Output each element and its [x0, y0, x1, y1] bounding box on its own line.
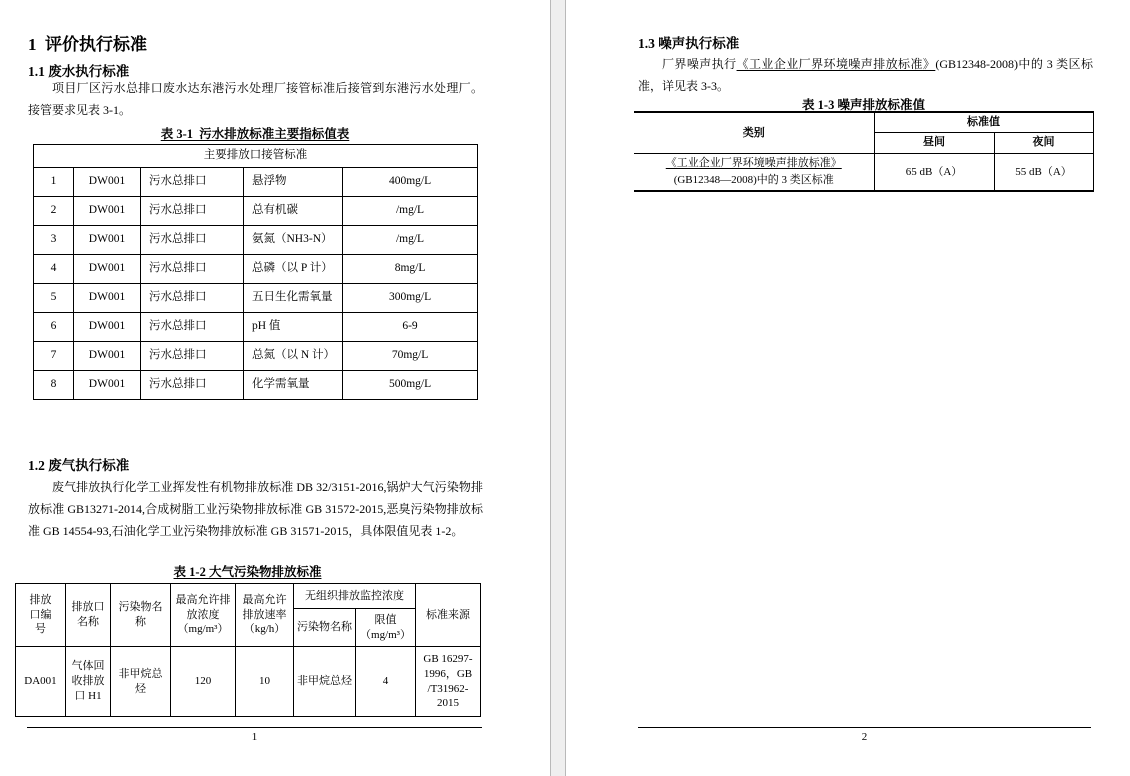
table-cell: pH 值	[244, 313, 343, 342]
table-row	[34, 197, 478, 226]
category-detail: (GB12348—2008)中的 3 类区标准	[673, 173, 834, 186]
table-cell: 气体回收排放口 H1	[66, 647, 111, 717]
table-row	[34, 226, 478, 255]
document-page-2	[565, 0, 1130, 776]
cited-standard-title: 《工业企业厂界环境噪声排放标准》	[665, 157, 842, 170]
daytime-value: 65 dB（A）	[874, 153, 994, 191]
footer-rule	[638, 727, 1091, 728]
table-row	[34, 342, 478, 371]
footer-rule	[27, 727, 482, 728]
table-1-3-caption: 表 1-3 噪声排放标准值	[802, 98, 925, 112]
table-row	[34, 255, 478, 284]
table-cell: DW001	[74, 284, 141, 313]
table-row	[34, 313, 478, 342]
table-cell: 污水总排口	[141, 226, 244, 255]
header-outlet-name: 排放口名称	[66, 584, 111, 647]
table-row	[34, 371, 478, 400]
table-cell: DW001	[74, 313, 141, 342]
table-cell: DW001	[74, 342, 141, 371]
table-cell: 6-9	[343, 313, 478, 342]
table-cell: DW001	[74, 197, 141, 226]
category-cell	[634, 153, 874, 191]
header-category: 类别	[634, 112, 874, 153]
chapter-heading: 1 评价执行标准	[28, 35, 147, 54]
table-cell: 8mg/L	[343, 255, 478, 284]
header-outlet-no: 排放口编号	[16, 584, 66, 647]
section-1-3-heading: 1.3 噪声执行标准	[638, 36, 740, 51]
table-cell: 400mg/L	[343, 168, 478, 197]
table-cell: 4	[34, 255, 74, 284]
table-row	[634, 153, 1093, 191]
table-cell: 污水总排口	[141, 371, 244, 400]
table-cell: 污水总排口	[141, 168, 244, 197]
table-cell: 3	[34, 226, 74, 255]
page-number: 2	[861, 731, 868, 743]
nighttime-value: 55 dB（A）	[994, 153, 1093, 191]
header-nighttime: 夜间	[994, 132, 1093, 153]
table-cell: 4	[356, 647, 416, 717]
noise-standards-table	[634, 111, 1094, 192]
section-1-3-paragraph	[638, 53, 1093, 97]
table-header-row	[634, 112, 1093, 132]
air-pollutant-standards-table	[15, 583, 481, 717]
table-cell: 污水总排口	[141, 255, 244, 284]
table-cell: 500mg/L	[343, 371, 478, 400]
table-cell: 氨氮（NH3-N）	[244, 226, 343, 255]
header-daytime: 昼间	[874, 132, 994, 153]
table-cell: 300mg/L	[343, 284, 478, 313]
table-row	[16, 647, 481, 717]
table-cell: 五日生化需氧量	[244, 284, 343, 313]
header-max-rate: 最高允许排放速率（kg/h）	[236, 584, 294, 647]
table-cell: 5	[34, 284, 74, 313]
page-number: 1	[251, 731, 258, 743]
table-cell: 8	[34, 371, 74, 400]
table-cell: /mg/L	[343, 197, 478, 226]
header-pollutant: 污染物名称	[111, 584, 171, 647]
paragraph-text: (GB12348-2008)中的 3 类区标准，详见表 3-3。	[638, 57, 1093, 93]
cited-standard-title: 《工业企业厂界环境噪声排放标准》	[736, 57, 936, 71]
table-header-row	[16, 584, 481, 609]
wastewater-standards-table	[33, 144, 478, 400]
table-cell: 10	[236, 647, 294, 717]
document-page-1	[0, 0, 551, 776]
table-cell: 化学需氧量	[244, 371, 343, 400]
section-1-1-heading: 1.1 废水执行标准	[28, 64, 130, 79]
table-cell: DW001	[74, 168, 141, 197]
table-cell: 非甲烷总烃	[111, 647, 171, 717]
table-cell: 120	[171, 647, 236, 717]
table-3-1-caption: 表 3-1 污水排放标准主要指标值表	[160, 127, 350, 141]
paragraph-text: 厂界噪声执行	[662, 57, 737, 71]
header-fugitive-group: 无组织排放监控浓度	[294, 584, 416, 609]
table-cell: 污水总排口	[141, 342, 244, 371]
header-max-concentration: 最高允许排放浓度（mg/m³）	[171, 584, 236, 647]
table-cell: 6	[34, 313, 74, 342]
table-cell: 总磷（以 P 计）	[244, 255, 343, 284]
table-row	[34, 284, 478, 313]
table-1-2-caption: 表 1-2 大气污染物排放标准	[173, 565, 322, 579]
table-cell: DA001	[16, 647, 66, 717]
table-cell: GB 16297-1996，GB /T31962-2015	[416, 647, 481, 717]
table-cell: DW001	[74, 226, 141, 255]
table-cell: 污水总排口	[141, 284, 244, 313]
table-header-cell: 主要排放口接管标准	[34, 145, 478, 168]
table-cell: 70mg/L	[343, 342, 478, 371]
section-1-1-paragraph: 项目厂区污水总排口废水达东港污水处理厂接管标准后接管到东港污水处理厂。接管要求见表 3-1。	[28, 81, 483, 117]
table-header-row	[34, 145, 478, 168]
header-standard-value: 标准值	[874, 112, 1093, 132]
table-row	[34, 168, 478, 197]
table-cell: /mg/L	[343, 226, 478, 255]
table-cell: DW001	[74, 371, 141, 400]
header-standard-source: 标准来源	[416, 584, 481, 647]
table-cell: 非甲烷总烃	[294, 647, 356, 717]
table-cell: 污水总排口	[141, 197, 244, 226]
table-cell: 污水总排口	[141, 313, 244, 342]
table-cell: 总有机碳	[244, 197, 343, 226]
table-cell: 7	[34, 342, 74, 371]
header-fugitive-limit: 限值（mg/m³）	[356, 609, 416, 647]
table-cell: 悬浮物	[244, 168, 343, 197]
header-fugitive-pollutant: 污染物名称	[294, 609, 356, 647]
table-cell: 总氮（以 N 计）	[244, 342, 343, 371]
section-1-2-paragraph: 废气排放执行化学工业挥发性有机物排放标准 DB 32/3151-2016,锅炉大气污染物排放标准 GB13271-2014,合成树脂工业污染物排放标准 GB 31572-2015,恶臭污染物排放标准 GB 14554-93,石油化学工业污染物排放标准 GB 31571-2015，具体限值见表 1-2。	[28, 480, 483, 538]
table-cell: 1	[34, 168, 74, 197]
table-cell: 2	[34, 197, 74, 226]
section-1-2-heading: 1.2 废气执行标准	[28, 458, 130, 473]
table-cell: DW001	[74, 255, 141, 284]
